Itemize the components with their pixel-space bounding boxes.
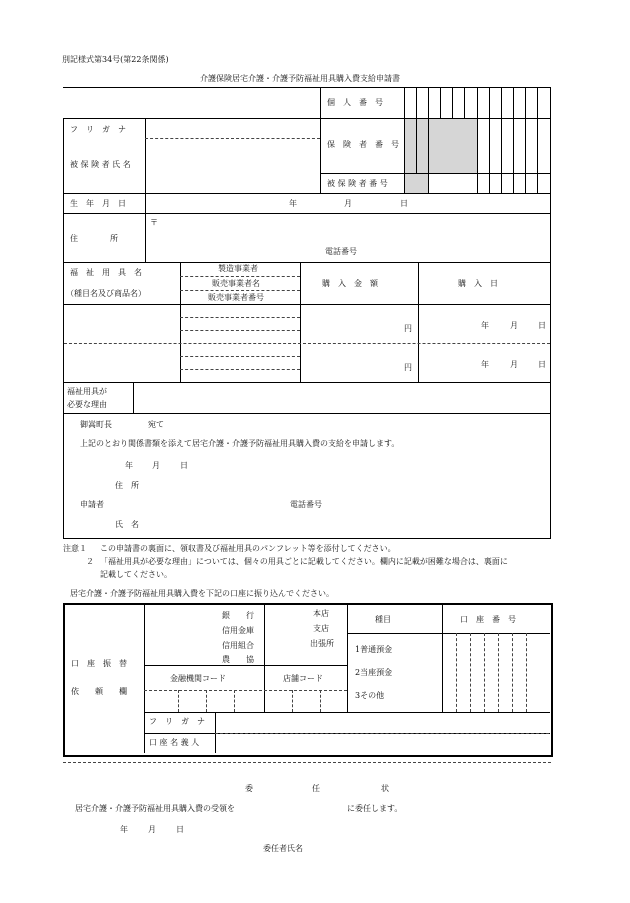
application-day: 日 [180,461,188,470]
equipment-sublabel: （種目名及び商品名） [66,289,146,298]
personal-number-label: 個 人 番 号 [327,98,383,107]
application-month: 月 [152,461,160,470]
account-holder-label: 口 座 名 義 人 [149,738,200,747]
dob-label: 生 年 月 日 [70,199,126,208]
address-phone-label: 電話番号 [325,247,357,256]
seller-label: 販売事業者名 [212,279,260,288]
reason-label-2: 必要な理由 [67,400,107,409]
insurer-number-label: 保 険 者 番 号 [327,140,399,149]
purchase-day-1: 日 [538,321,546,330]
address-label: 住 所 [70,234,118,243]
delegation-day: 日 [176,825,184,834]
applicant-phone-label: 電話番号 [290,500,322,509]
delegation-title-2: 任 [312,784,320,793]
dob-day: 日 [400,199,408,208]
delegation-text-1: 居宅介護・介護予防福祉用具購入費の受領を [75,804,235,813]
applicant-label: 申請者 [80,500,104,509]
mayor-label: 御嵩町長 [80,420,112,429]
note-1: この申請書の裏面に、領収書及び福祉用具のパンフレット等を添付してください。 [100,544,396,553]
branch-honten: 本店 [313,609,329,618]
insurer-number-shaded [404,119,477,173]
account-type-label: 種目 [375,615,391,624]
yen-1: 円 [404,324,412,333]
addressee: 宛て [148,420,164,429]
bank-shinkin: 信用金庫 [222,626,254,635]
account-type-1: 1普通預金 [355,645,393,654]
dob-year: 年 [289,199,297,208]
note-2-prefix: ２ [86,557,94,566]
applicant-address-label: 住 所 [115,481,139,490]
purchase-month-2: 月 [510,360,518,369]
transfer-request: 居宅介護・介護予防福祉用具購入費を下記の口座に振り込んでください。 [70,589,334,598]
note-1-prefix: 注意１ [63,544,87,553]
note-2-line1: 「福祉用具が必要な理由」については、個々の用具ごとに記載してください。欄内に記載が困難な場合は、裏面に [100,557,508,566]
account-type-3: 3その他 [355,691,385,700]
form-number: 別記様式第34号(第22条関係) [62,55,169,64]
bank-furigana-label: フ リ ガ ナ [149,717,205,726]
yen-2: 円 [404,363,412,372]
delegation-title-3: 状 [381,784,389,793]
cut-line [63,762,551,763]
bank-shinkumi: 信用組合 [222,641,254,650]
purchase-month-1: 月 [510,321,518,330]
note-2-line2: 記載してください。 [100,570,172,579]
bank-nokyo: 農 協 [222,655,254,664]
transfer-label-2: 依 頼 欄 [71,687,127,696]
bank-ginko: 銀 行 [222,611,254,620]
purchase-year-1: 年 [481,321,489,330]
form-title: 介護保険居宅介護・介護予防福祉用具購入費支給申請書 [200,74,400,83]
insured-number-shaded [405,174,428,193]
declaration-text: 上記のとおり関係書類を添えて居宅介護・介護予防福祉用具購入費の支給を申請します。 [80,439,400,448]
delegation-title-1: 委 [245,784,253,793]
insured-number-label: 被 保 険 者 番 号 [327,179,388,188]
seller-number-label: 販売事業者番号 [208,293,264,302]
purchase-year-2: 年 [481,360,489,369]
dob-month: 月 [344,199,352,208]
branch-shiten: 支店 [313,624,329,633]
purchase-date-label: 購 入 日 [458,279,498,288]
purchase-amount-label: 購 入 金 額 [322,279,378,288]
transfer-label-1: 口 座 振 替 [71,659,127,668]
delegator-name-label: 委任者氏名 [263,844,303,853]
application-year: 年 [125,461,133,470]
manufacturer-label: 製造事業者 [218,264,258,273]
applicant-name-label: 氏 名 [115,520,139,529]
reason-label-1: 福祉用具が [67,387,107,396]
delegation-year: 年 [120,825,128,834]
postal-mark: 〒 [150,218,158,227]
account-type-2: 2当座預金 [355,668,393,677]
delegation-month: 月 [148,825,156,834]
branch-code-label: 店舗コード [283,674,323,683]
account-number-label: 口 座 番 号 [460,615,516,624]
institution-code-label: 金融機関コード [170,674,226,683]
delegation-text-2: に委任します。 [347,804,403,813]
purchase-day-2: 日 [538,360,546,369]
insured-name-label: 被 保 険 者 氏 名 [70,160,131,169]
furigana-label: フ リ ガ ナ [70,125,126,134]
equipment-label: 福 祉 用 具 名 [70,268,142,277]
branch-shucchojo: 出張所 [310,639,334,648]
